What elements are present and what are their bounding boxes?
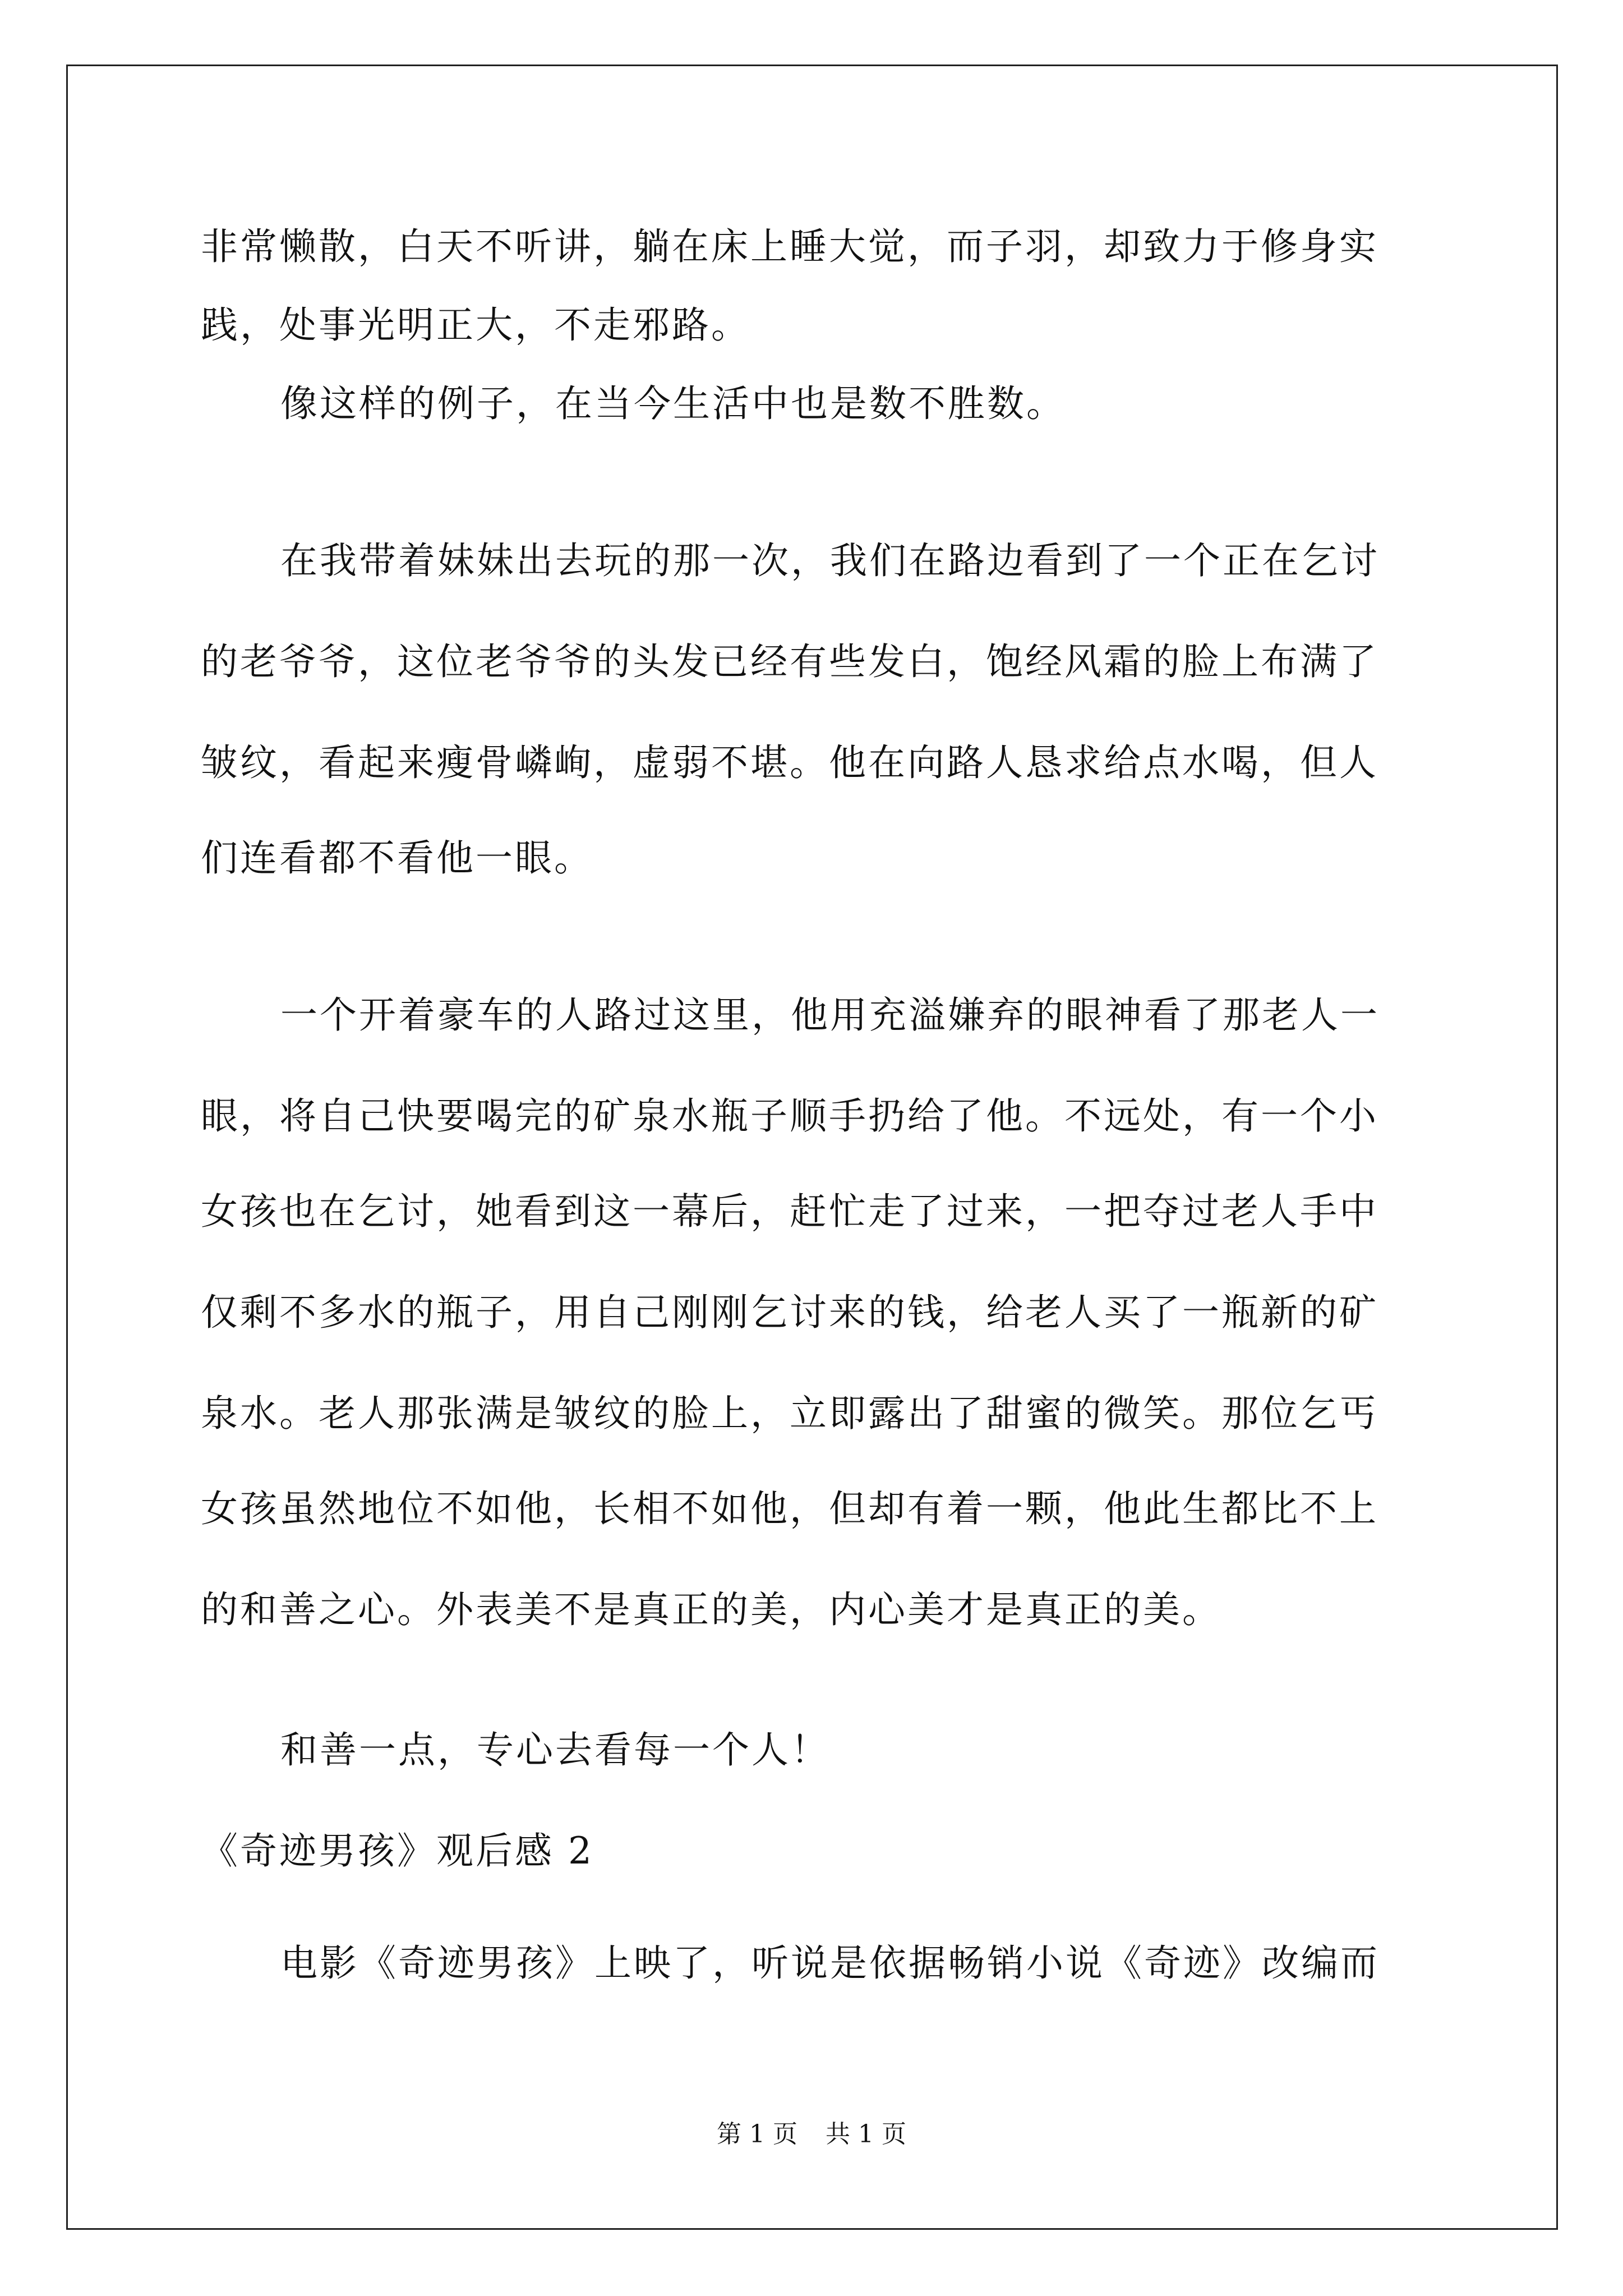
text-line: 践，处事光明正大，不走邪路。 <box>201 303 750 347</box>
text-line: 的老爷爷，这位老爷爷的头发已经有些发白，饱经风霜的脸上布满了 <box>201 640 1378 683</box>
page-number: 第 1 页 <box>717 2120 797 2148</box>
text-line: 的和善之心。外表美不是真正的美，内心美才是真正的美。 <box>201 1588 1221 1631</box>
page-total: 共 1 页 <box>826 2120 906 2148</box>
text-line: 们连看都不看他一眼。 <box>201 836 593 880</box>
text-line: 女孩也在乞讨，她看到这一幕后，赶忙走了过来，一把夺过老人手中 <box>201 1190 1378 1233</box>
text-line: 电影《奇迹男孩》上映了，听说是依据畅销小说《奇迹》改编而 <box>280 1941 1380 1985</box>
text-line: 非常懒散，白天不听讲，躺在床上睡大觉，而子羽，却致力于修身实 <box>201 225 1378 268</box>
text-line: 和善一点，专心去看每一个人！ <box>280 1728 830 1772</box>
text-line: 眼，将自己快要喝完的矿泉水瓶子顺手扔给了他。不远处，有一个小 <box>201 1094 1378 1138</box>
text-line: 像这样的例子，在当今生活中也是数不胜数。 <box>280 382 1066 425</box>
text-line: 皱纹，看起来瘦骨嶙峋，虚弱不堪。他在向路人恳求给点水喝，但人 <box>201 741 1378 784</box>
text-line: 仅剩不多水的瓶子，用自己刚刚乞讨来的钱，给老人买了一瓶新的矿 <box>201 1291 1378 1334</box>
text-line: 女孩虽然地位不如他，长相不如他，但却有着一颗，他此生都比不上 <box>201 1487 1378 1530</box>
page-footer <box>0 2118 1623 2151</box>
text-line: 泉水。老人那张满是皱纹的脸上，立即露出了甜蜜的微笑。那位乞丐 <box>201 1392 1378 1435</box>
text-line: 在我带着妹妹出去玩的那一次，我们在路边看到了一个正在乞讨 <box>280 539 1380 582</box>
text-line: 一个开着豪车的人路过这里，他用充溢嫌弃的眼神看了那老人一 <box>280 993 1380 1037</box>
section-heading: 《奇迹男孩》观后感 2 <box>201 1829 594 1872</box>
